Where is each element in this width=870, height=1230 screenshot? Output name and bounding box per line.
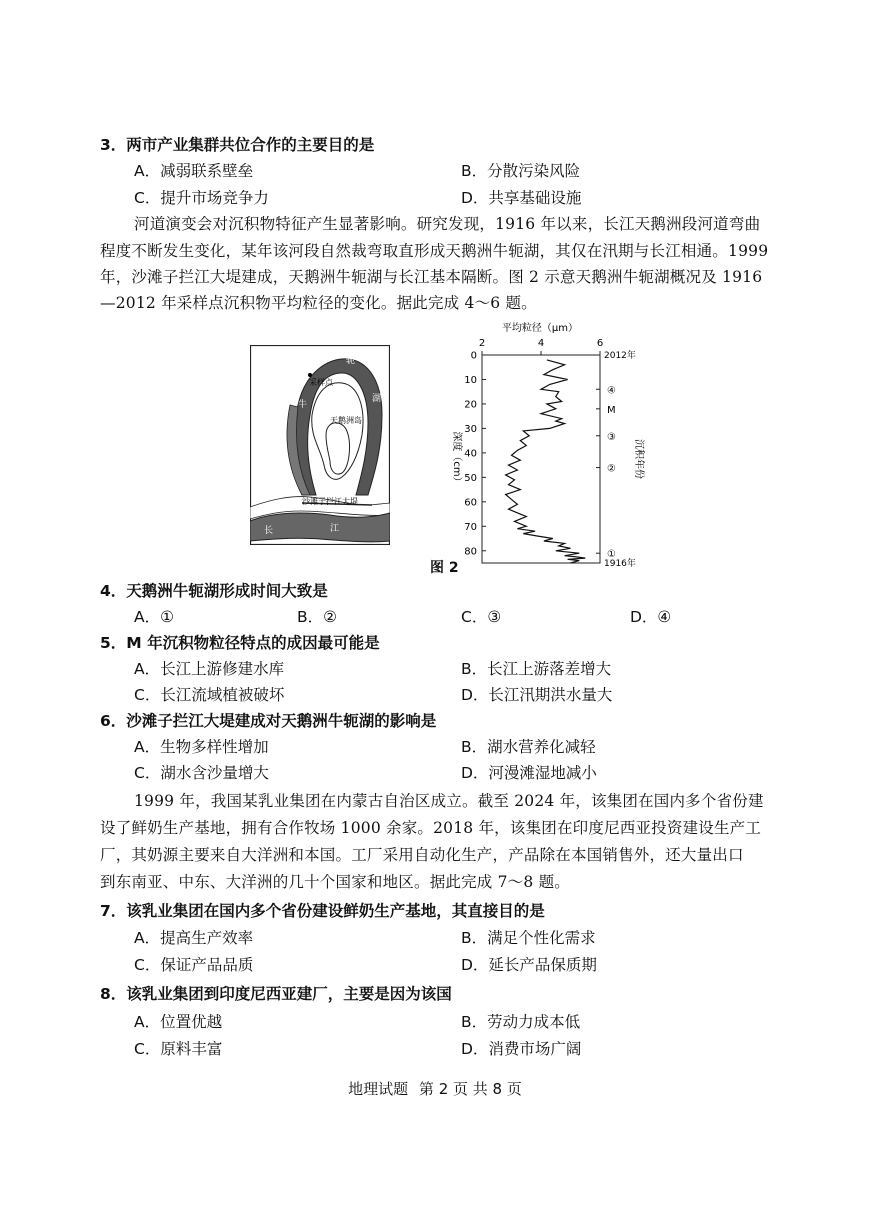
y-tick-label: 70 [464, 521, 477, 533]
q8-option-b: B．劳动力成本低 [461, 1013, 581, 1031]
y-tick-label: 80 [464, 546, 477, 558]
passage2-line: 厂，其奶源主要来自大洋洲和本国。工厂采用自动化生产，产品除在本国销售外，还大量出口 [100, 846, 744, 864]
q3-option-a: A．减弱联系壁垒 [134, 162, 254, 180]
map-label-niu: 牛 [298, 400, 308, 410]
q6-option-a: A．生物多样性增加 [134, 738, 269, 756]
q4-option-d: D．④ [630, 608, 672, 626]
passage1-line: 程度不断发生变化，某年该河段自然裁弯取直形成天鹅洲牛轭湖，其仅在汛期与长江相通。1999 [100, 242, 769, 260]
year-marker-label: ② [607, 463, 616, 475]
q4-option-c: C．③ [461, 608, 502, 626]
year-marker-label: M [607, 404, 616, 416]
q7-option-d: D．延长产品保质期 [461, 956, 597, 974]
plot-frame [482, 355, 600, 563]
q3-stem: 3．两市产业集群共位合作的主要目的是 [100, 136, 375, 154]
river-label-chang: 长 [264, 526, 274, 536]
q5-option-c: C．长江流域植被破坏 [134, 686, 285, 704]
grain-size-series [506, 360, 586, 563]
passage2-line: 设了鲜奶生产基地，拥有合作牧场 1000 余家。2018 年，该集团在印度尼西亚投资建设生产工 [100, 819, 762, 837]
q8-option-a: A．位置优越 [134, 1013, 223, 1031]
year-top-label: 2012年 [604, 351, 636, 361]
q7-option-b: B．满足个性化需求 [461, 929, 596, 947]
map-label-hu: 湖 [372, 394, 382, 404]
q7-stem: 7．该乳业集团在国内多个省份建设鲜奶生产基地，其直接目的是 [100, 902, 545, 920]
q4-stem: 4．天鹅洲牛轭湖形成时间大致是 [100, 582, 328, 600]
y-tick-label: 50 [464, 472, 477, 484]
passage2-line: 到东南亚、中东、大洋洲的几十个国家和地区。据此完成 7～8 题。 [100, 873, 570, 891]
year-marker-label: ③ [607, 431, 616, 443]
q5-stem: 5．M 年沉积物粒径特点的成因最可能是 [100, 634, 380, 652]
figure-caption: 图 2 [430, 560, 459, 576]
passage1-line: —2012 年采样点沉积物平均粒径的变化。据此完成 4～6 题。 [100, 294, 537, 312]
dam-label: 沙滩子拦江大堤 [302, 497, 358, 506]
q8-option-c: C．原料丰富 [134, 1040, 223, 1058]
river-label-jiang: 江 [330, 524, 340, 534]
q5-option-d: D．长江汛期洪水量大 [461, 686, 613, 704]
q6-option-c: C．湖水含沙量增大 [134, 764, 269, 782]
oxbow-lake-map [250, 345, 390, 545]
y-tick-label: 20 [464, 399, 477, 411]
q6-stem: 6．沙滩子拦江大堤建成对天鹅洲牛轭湖的影响是 [100, 712, 437, 730]
y-tick-label: 0 [470, 350, 477, 362]
q3-option-c: C．提升市场竞争力 [134, 189, 269, 207]
q6-option-d: D．河漫滩湿地减小 [461, 764, 597, 782]
page-footer [0, 1078, 870, 1099]
y-tick-label: 10 [464, 374, 477, 386]
q6-option-b: B．湖水营养化减轻 [461, 738, 596, 756]
sample-point-dot [308, 373, 312, 377]
grain-size-chart [440, 318, 680, 573]
map-label-gui: 轭 [346, 356, 356, 366]
q3-option-b: B．分散污染风险 [461, 162, 581, 180]
q8-stem: 8．该乳业集团到印度尼西亚建厂，主要是因为该国 [100, 985, 452, 1003]
passage2-line: 1999 年，我国某乳业集团在内蒙古自治区成立。截至 2024 年，该集团在国内多个省份建 [134, 792, 764, 810]
island-label: 天鹅洲岛 [330, 416, 362, 425]
q4-option-a: A．① [134, 608, 174, 626]
y-tick-label: 60 [464, 497, 477, 509]
x-tick-label: 4 [537, 338, 545, 349]
q5-option-b: B．长江上游落差增大 [461, 660, 612, 678]
sample-point-label: 采样点 [309, 378, 333, 387]
chart-title: 平均粒径（μm） [501, 323, 579, 334]
y-tick-label: 40 [464, 448, 477, 460]
y-tick-label: 30 [464, 423, 477, 435]
year-marker-label: ① [607, 549, 616, 561]
right-axis-label: 沉积年份 [633, 439, 644, 479]
passage1-line: 河道演变会对沉积物特征产生显著影响。研究发现，1916 年以来，长江天鹅洲段河道弯曲 [134, 215, 761, 233]
q4-option-b: B．② [297, 608, 338, 626]
year-marker-label: ④ [607, 385, 616, 397]
q8-option-d: D．消费市场广阔 [461, 1040, 582, 1058]
year-bottom-label: 1916年 [604, 559, 636, 569]
footer-page: 第 2 页 共 8 页 [418, 1080, 522, 1098]
y-axis-label: 深度（cm） [451, 431, 462, 487]
q7-option-c: C．保证产品品质 [134, 956, 254, 974]
q5-option-a: A．长江上游修建水库 [134, 660, 285, 678]
x-tick-label: 6 [596, 338, 604, 349]
q3-option-d: D．共享基础设施 [461, 189, 582, 207]
passage1-line: 年，沙滩子拦江大堤建成，天鹅洲牛轭湖与长江基本隔断。图 2 示意天鹅洲牛轭湖概况及 1916 [100, 268, 763, 286]
q7-option-a: A．提高生产效率 [134, 929, 254, 947]
x-tick-label: 2 [478, 338, 486, 349]
footer-subject: 地理试题 [348, 1080, 409, 1098]
